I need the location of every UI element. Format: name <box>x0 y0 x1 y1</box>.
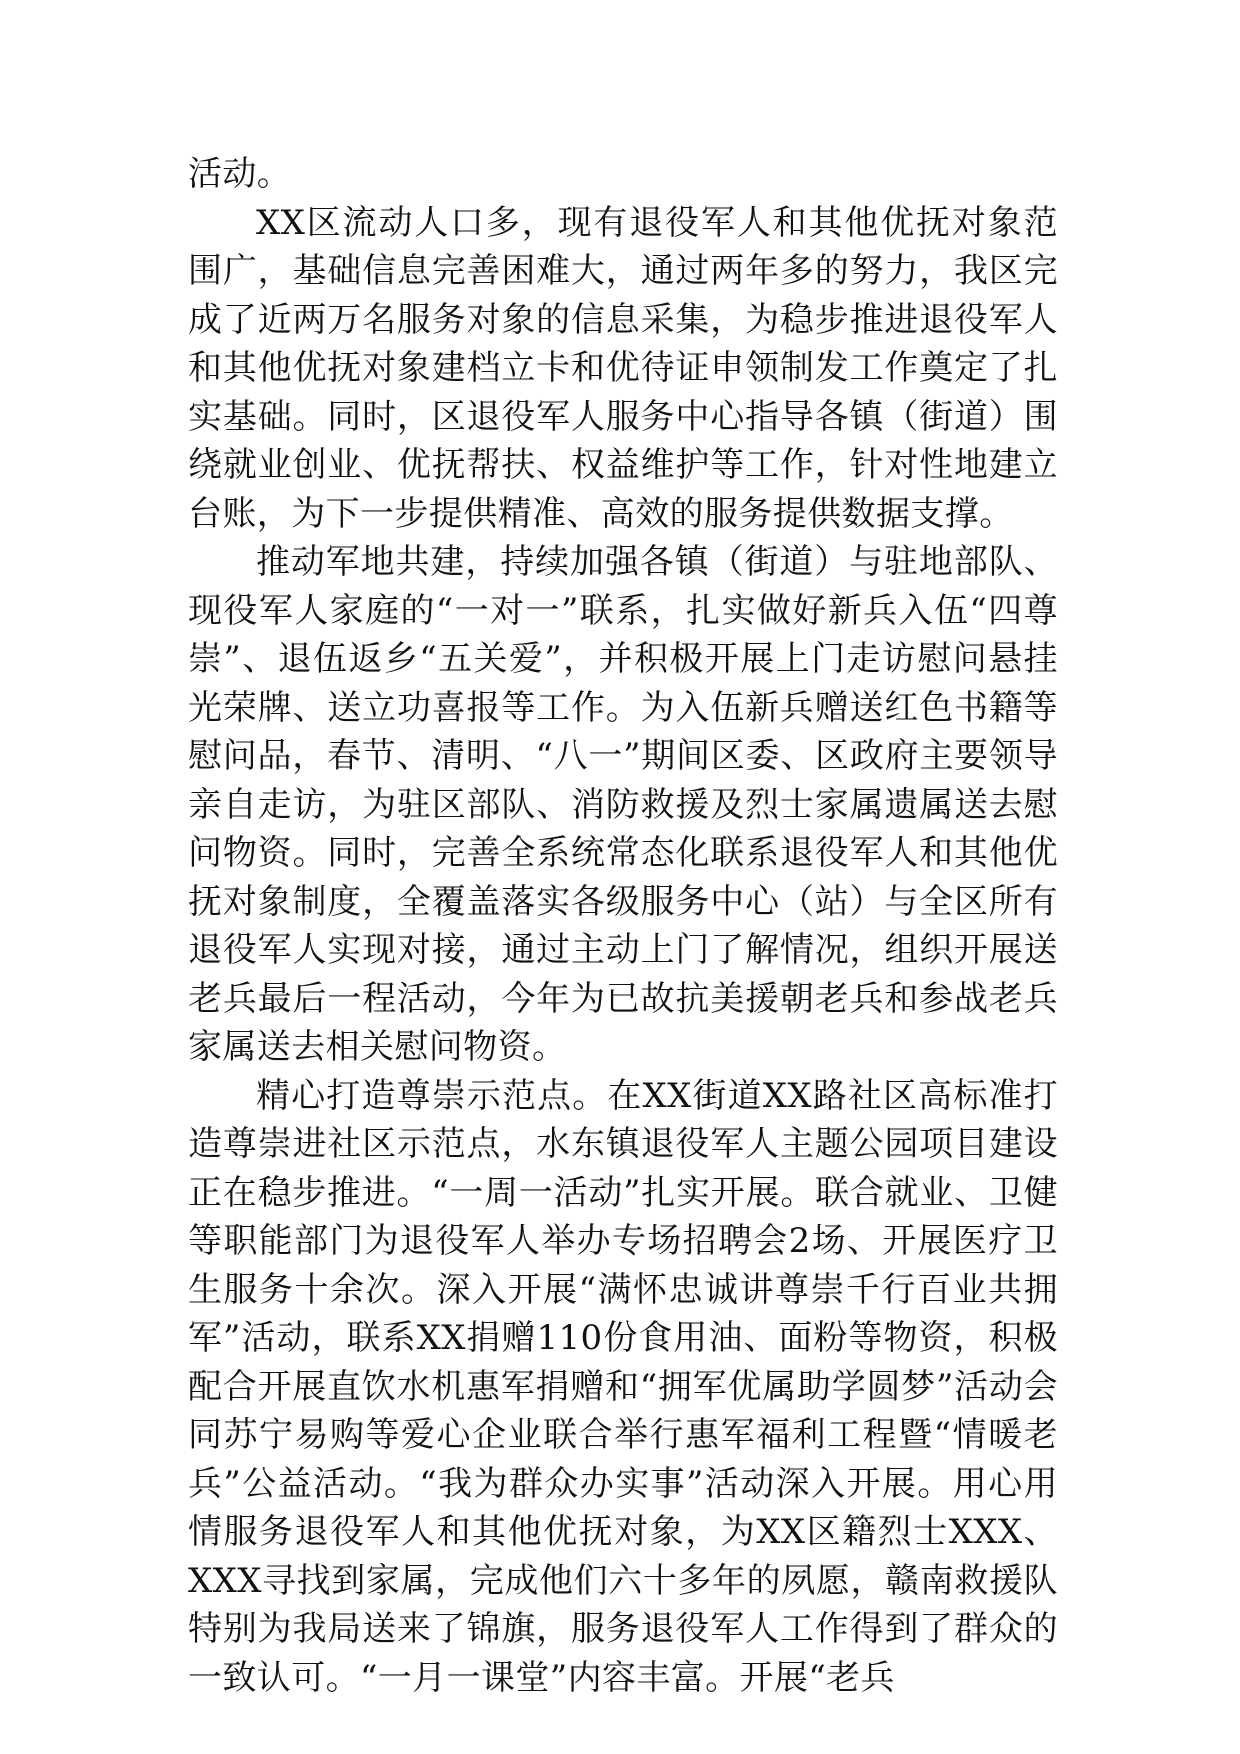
document-body <box>188 150 1058 1702</box>
paragraph-information-collection: XX区流动人口多，现有退役军人和其他优抚对象范围广，基础信息完善困难大，通过两年多的努力，我区完成了近两万名服务对象的信息采集，为稳步推进退役军人和其他优抚对象建档立卡和优待证申领制发工作奠定了扎实基础。同时，区退役军人服务中心指导各镇（街道）围绕就业创业、优抚帮扶、权益维护等工作，针对性地建立台账，为下一步提供精准、高效的服务提供数据支撑。 <box>188 202 1058 534</box>
paragraph-demonstration-activities: 精心打造尊崇示范点。在XX街道XX路社区高标准打造尊崇进社区示范点，水东镇退役军人主题公园项目建设正在稳步推进。“一周一活动”扎实开展。联合就业、卫健等职能部门为退役军人举办专场招聘会2场、开展医疗卫生服务十余次。深入开展“满怀忠诚讲尊崇千行百业共拥军”活动，联系XX捐赠110份食用油、面粉等物资，积极配合开展直饮水机惠军捐赠和“拥军优属助学圆梦”活动会同苏宁易购等爱心企业联合举行惠军福利工程暨“情暖老兵”公益活动。“我为群众办实事”活动深入开展。用心用情服务退役军人和其他优抚对象，为XX区籍烈士XXX、XXX寻找到家属，完成他们六十多年的夙愿，赣南救援队特别为我局送来了锦旗，服务退役军人工作得到了群众的一致认可。“一月一课堂”内容丰富。开展“老兵 <box>188 1075 1058 1698</box>
paragraph-continuation: 活动。 <box>188 154 292 194</box>
paragraph-military-civil-cooperation: 推动军地共建，持续加强各镇（街道）与驻地部队、现役军人家庭的“一对一”联系，扎实做好新兵入伍“四尊崇”、退伍返乡“五关爱”，并积极开展上门走访慰问悬挂光荣牌、送立功喜报等工作。为入伍新兵赠送红色书籍等慰问品，春节、清明、“八一”期间区委、区政府主要领导亲自走访，为驻区部队、消防救援及烈士家属遗属送去慰问物资。同时，完善全系统常态化联系退役军人和其他优抚对象制度，全覆盖落实各级服务中心（站）与全区所有退役军人实现对接，通过主动上门了解情况，组织开展送老兵最后一程活动，今年为已故抗美援朝老兵和参战老兵家属送去相关慰问物资。 <box>188 542 1058 1067</box>
